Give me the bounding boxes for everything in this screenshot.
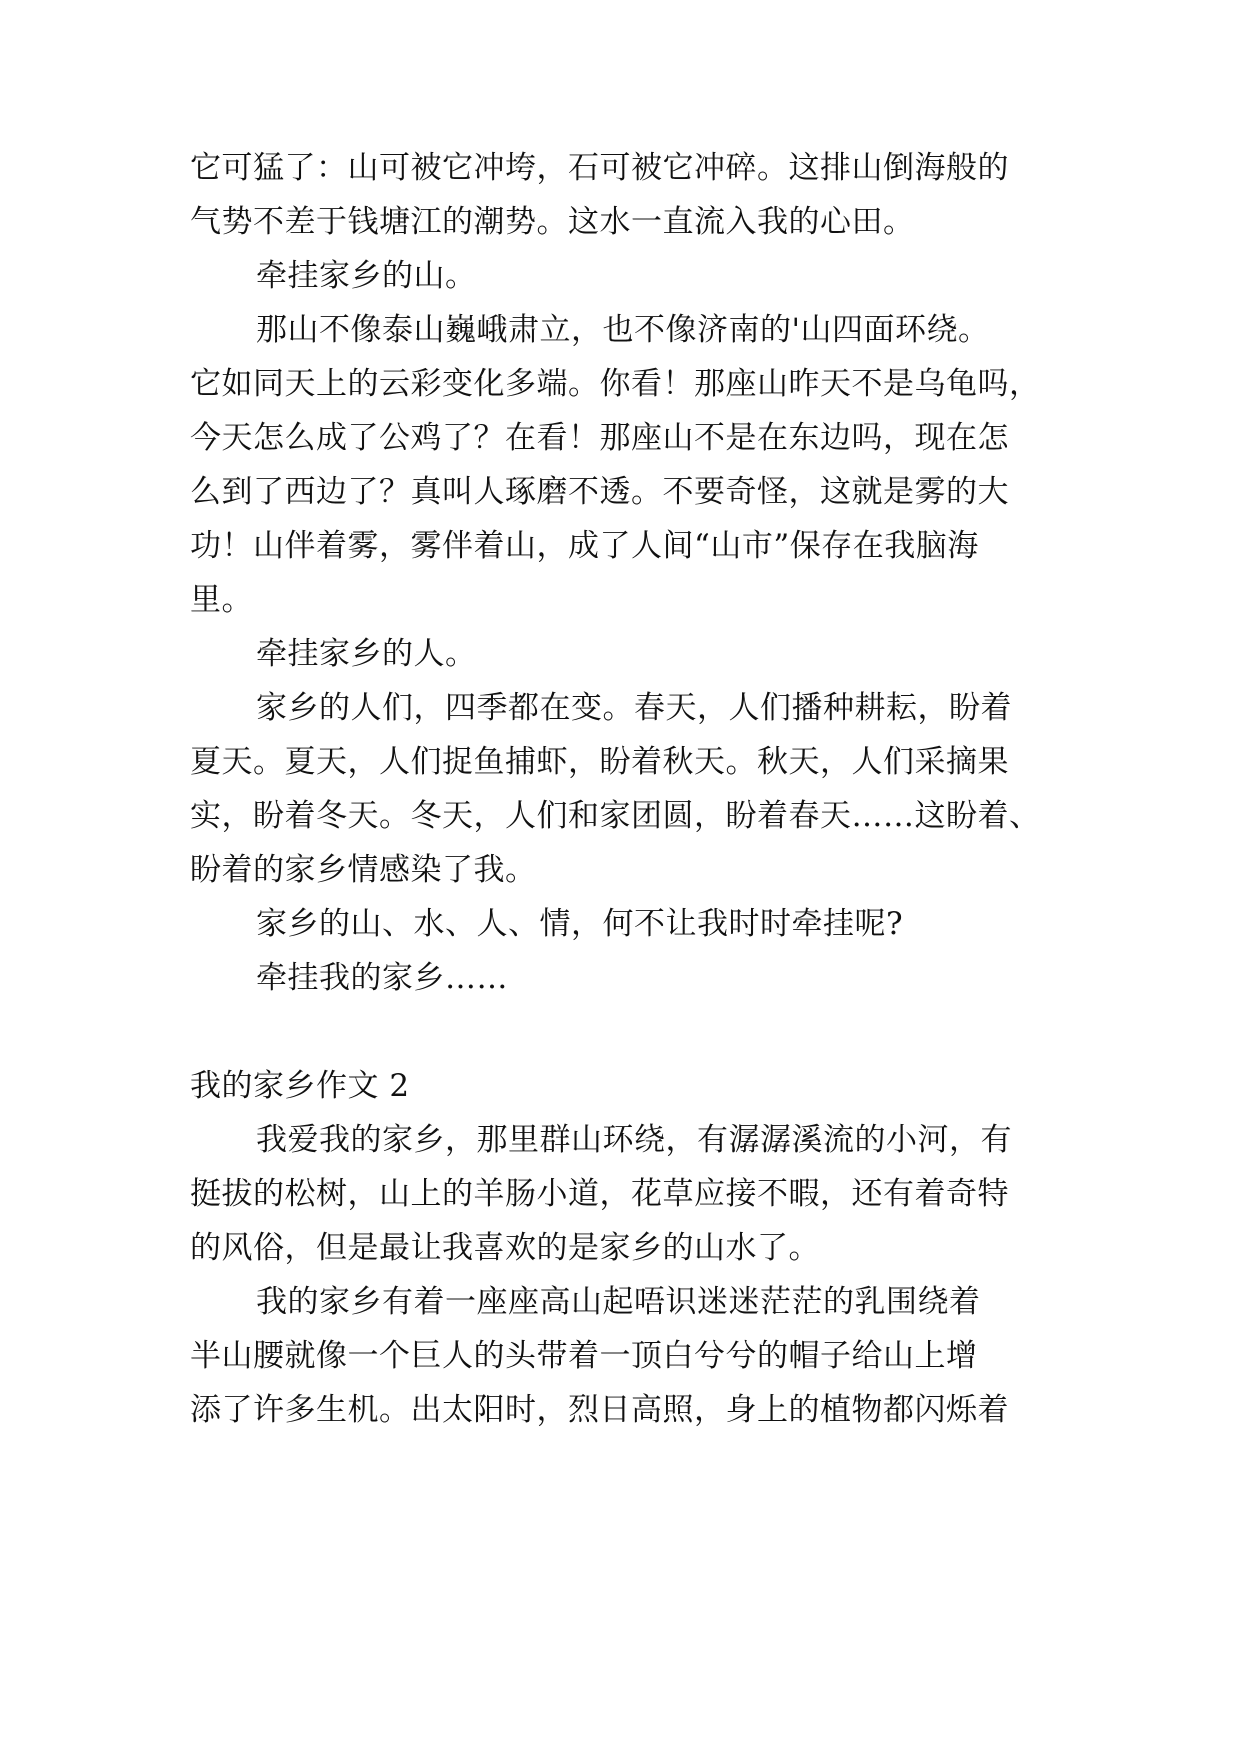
body-text-line: 添了许多生机。出太阳时，烈日高照，身上的植物都闪烁着 [190, 1392, 1009, 1428]
body-text-line: 实，盼着冬天。冬天，人们和家团圆，盼着春天……这盼着、 [190, 798, 1041, 834]
paragraph-line: 那山不像泰山巍峨肃立，也不像济南的'山四面环绕。 [256, 312, 990, 348]
body-text-line: 它可猛了：山可被它冲垮，石可被它冲碎。这排山倒海般的 [190, 150, 1009, 186]
body-text-line: 它如同天上的云彩变化多端。你看！那座山昨天不是乌龟吗， [190, 366, 1041, 402]
body-text-line: 夏天。夏天，人们捉鱼捕虾，盼着秋天。秋天，人们采摘果 [190, 744, 1009, 780]
paragraph-line: 家乡的人们，四季都在变。春天，人们播种耕耘，盼着 [256, 690, 1012, 726]
body-text-line: 半山腰就像一个巨人的头带着一顶白兮兮的帽子给山上增 [190, 1338, 978, 1374]
paragraph-line: 我爱我的家乡，那里群山环绕，有潺潺溪流的小河，有 [256, 1122, 1012, 1158]
paragraph-line: 牵挂家乡的山。 [256, 258, 477, 294]
section-title: 我的家乡作文 2 [190, 1068, 410, 1104]
paragraph-line: 我的家乡有着一座座高山起唔识迷迷茫茫的乳围绕着 [256, 1284, 981, 1320]
body-text-line: 的风俗，但是最让我喜欢的是家乡的山水了。 [190, 1230, 820, 1266]
body-text-line: 功！山伴着雾，雾伴着山，成了人间“山市”保存在我脑海 [190, 528, 979, 564]
paragraph-line: 家乡的山、水、人、情，何不让我时时牵挂呢? [256, 906, 904, 942]
paragraph-line: 牵挂家乡的人。 [256, 636, 477, 672]
body-text-line: 盼着的家乡情感染了我。 [190, 852, 537, 888]
paragraph-line: 牵挂我的家乡…… [256, 960, 508, 996]
body-text-line: 气势不差于钱塘江的潮势。这水一直流入我的心田。 [190, 204, 915, 240]
body-text-line: 今天怎么成了公鸡了？在看！那座山不是在东边吗，现在怎 [190, 420, 1009, 456]
body-text-line: 么到了西边了？真叫人琢磨不透。不要奇怪，这就是雾的大 [190, 474, 1009, 510]
body-text-line: 挺拔的松树，山上的羊肠小道，花草应接不暇，还有着奇特 [190, 1176, 1009, 1212]
body-text-line: 里。 [190, 582, 253, 618]
